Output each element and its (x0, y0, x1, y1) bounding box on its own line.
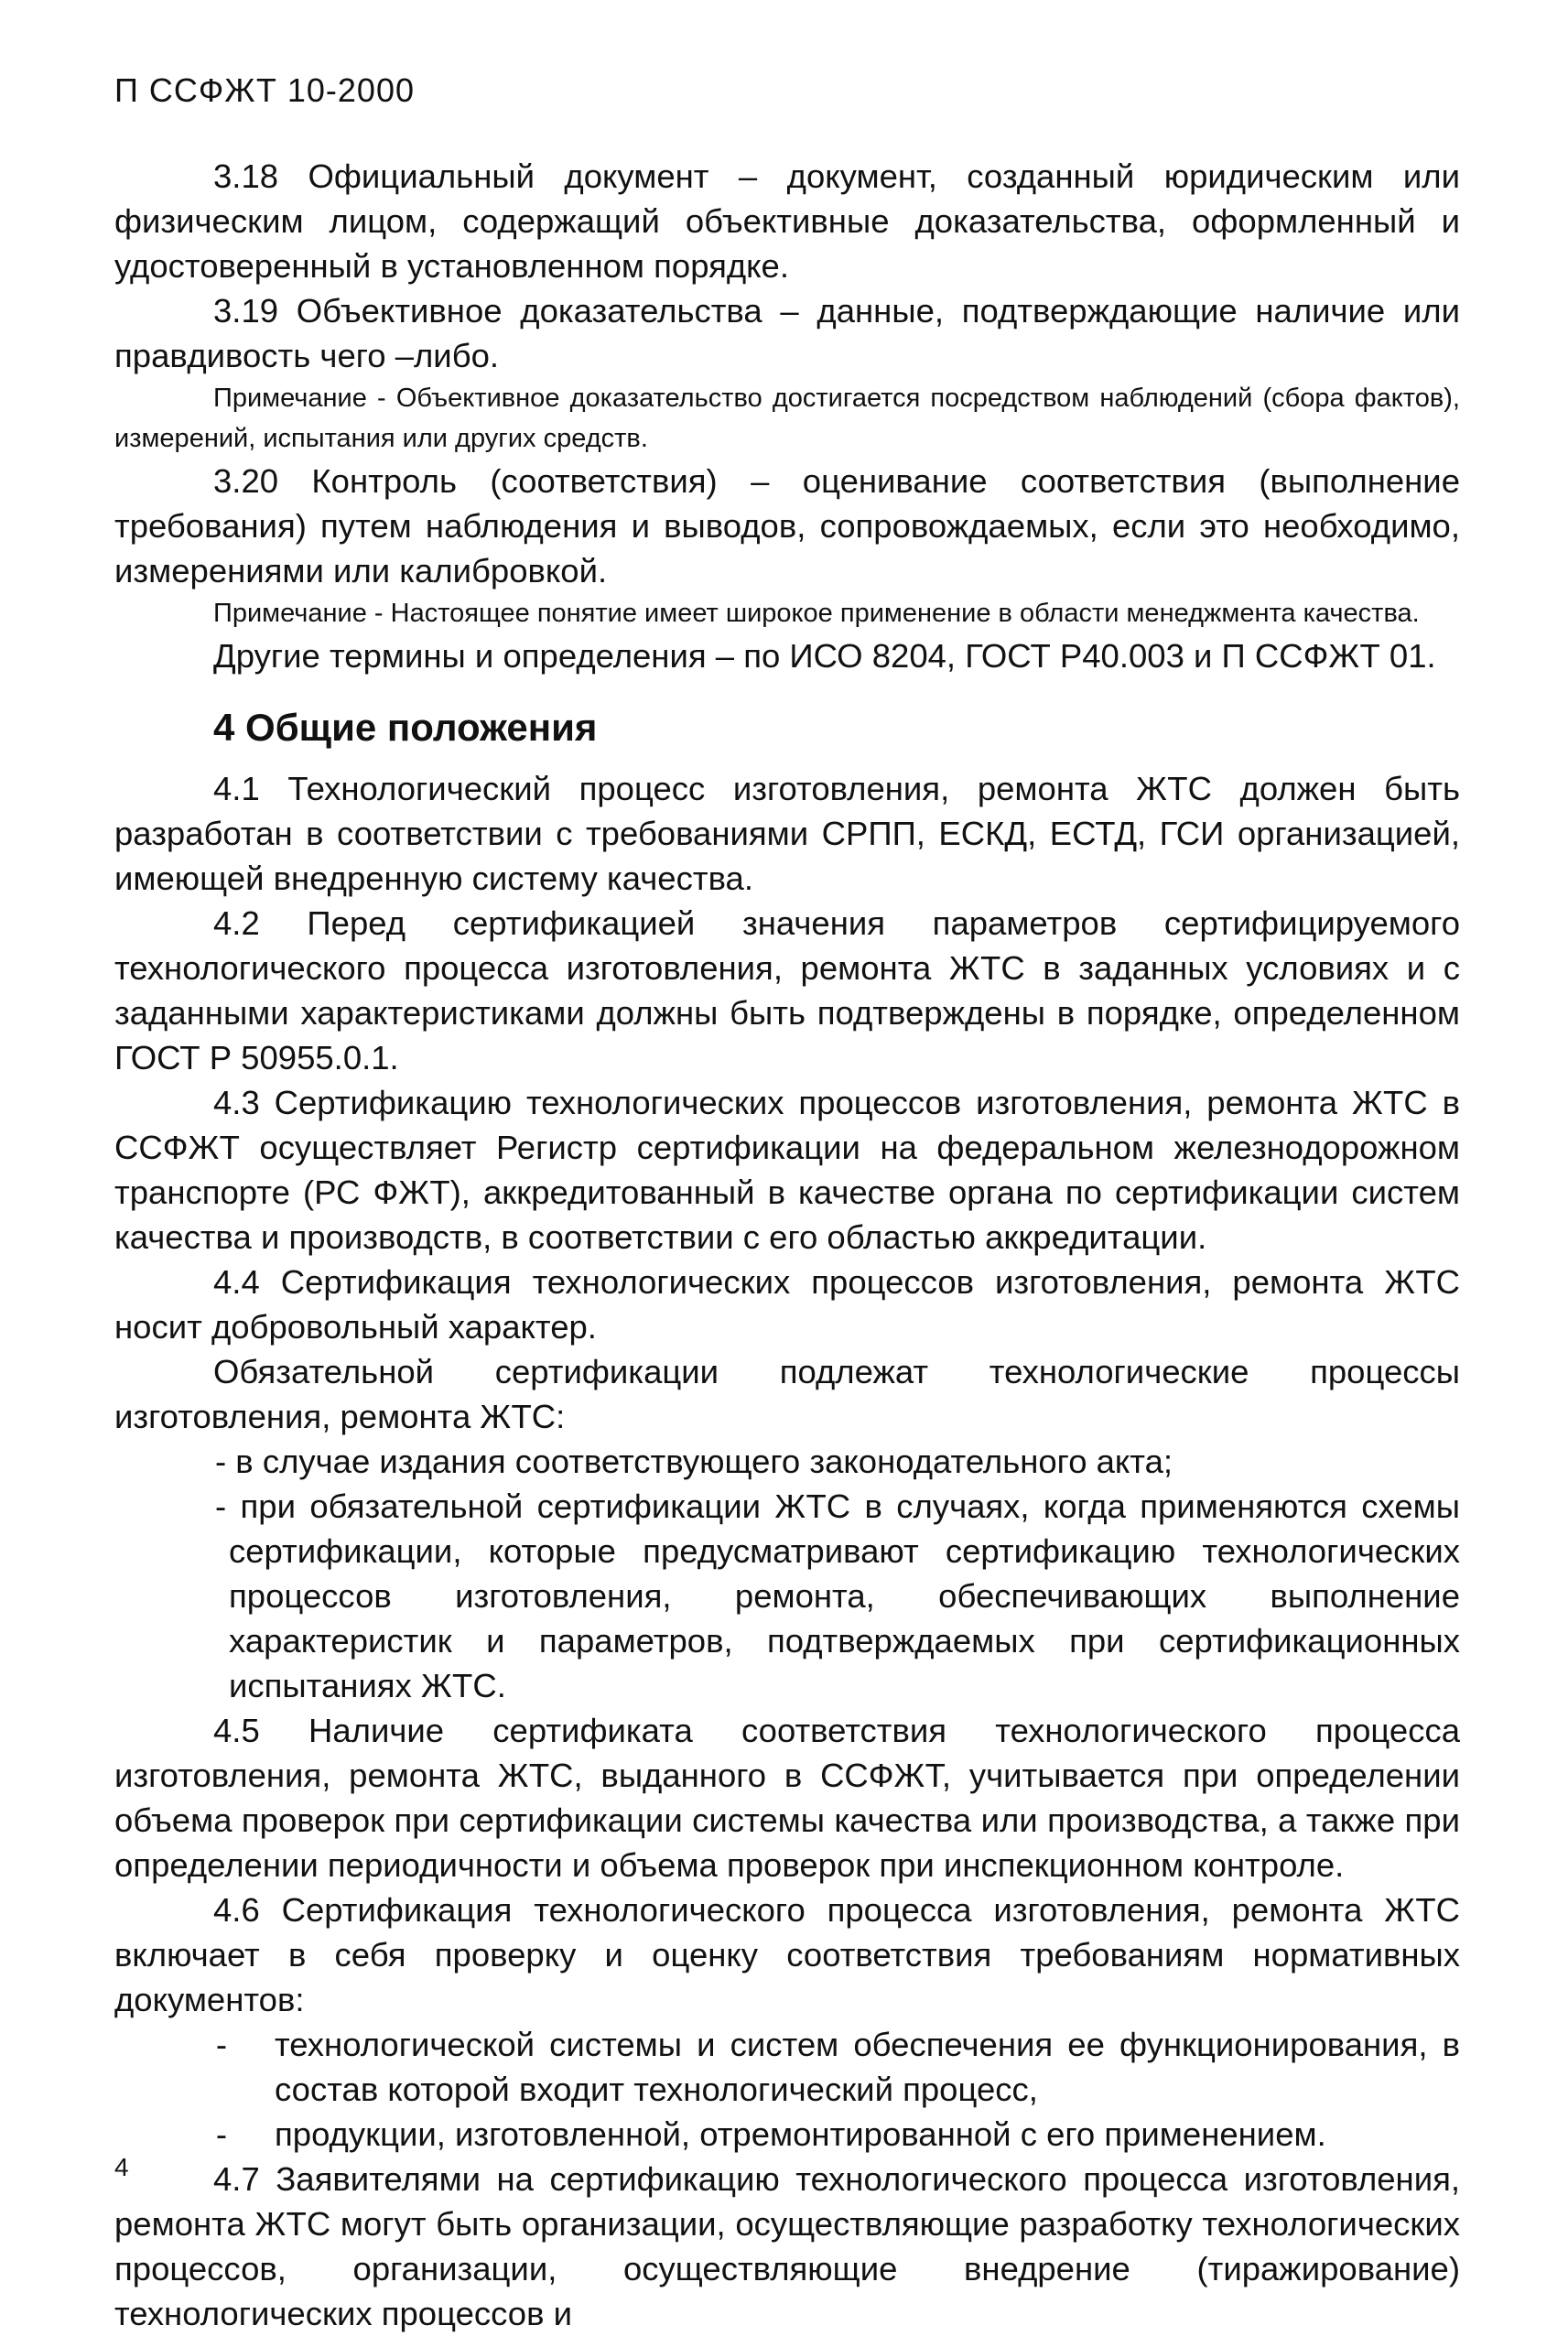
paragraph-other-terms: Другие термины и определения – по ИСО 8204, ГОСТ Р40.003 и П ССФЖТ 01. (213, 637, 1436, 675)
list-item (114, 2112, 1460, 2157)
paragraph-3-18: 3.18 Официальный документ – документ, созданный юридическим или физическим лицом, содержащий объективные доказательства, оформленный и удостоверенный в установленном порядке. (114, 157, 1460, 285)
list-item: - при обязательной сертификации ЖТС в случаях, когда применяются схемы сертификации, которые предусматривают сертификацию технологических процессов изготовления, ремонта, обеспечивающих выполнение характеристик и параметров, подтверждаемых при сертификационных испытаниях ЖТС. (215, 1487, 1460, 1704)
paragraph-4-4-mandatory: Обязательной сертификации подлежат технологические процессы изготовления, ремонта ЖТС: (114, 1353, 1460, 1435)
note-3-19: Примечание - Объективное доказательство достигается посредством наблюдений (сбора фактов), измерений, испытания или других средств. (114, 384, 1460, 453)
paragraph-4-1: 4.1 Технологический процесс изготовления, ремонта ЖТС должен быть разработан в соответствии с требованиями СРПП, ЕСКД, ЕСТД, ГСИ организацией, имеющей внедренную систему качества. (114, 770, 1460, 897)
list-dash: - (215, 2026, 227, 2063)
document-body (114, 154, 1460, 2336)
list-item-text: технологической системы и систем обеспечения ее функционирования, в состав которой входит технологический процесс, (275, 2026, 1460, 2108)
list-item: - в случае издания соответствующего законодательного акта; (215, 1443, 1173, 1480)
page-number: 4 (114, 2153, 129, 2181)
paragraph-4-3: 4.3 Сертификацию технологических процессов изготовления, ремонта ЖТС в ССФЖТ осуществляет Регистр сертификации на федеральном железнодорожном транспорте (РС ФЖТ), аккредитованный в качестве органа по сертификации систем качества и производств, в соответствии с его областью аккредитации. (114, 1084, 1460, 1256)
note-3-20: Примечание - Настоящее понятие имеет широкое применение в области менеджмента качества. (213, 599, 1420, 628)
document-code-header: П ССФЖТ 10-2000 (114, 71, 415, 109)
section-4-heading: 4 Общие положения (213, 706, 598, 749)
paragraph-4-4: 4.4 Сертификация технологических процессов изготовления, ремонта ЖТС носит добровольный характер. (114, 1263, 1460, 1346)
list-item-text: продукции, изготовленной, отремонтированной с его применением. (275, 2115, 1326, 2153)
paragraph-4-6: 4.6 Сертификация технологического процесса изготовления, ремонта ЖТС включает в себя проверку и оценку соответствия требованиям нормативных документов: (114, 1891, 1460, 2018)
paragraph-4-7: 4.7 Заявителями на сертификацию технологического процесса изготовления, ремонта ЖТС могут быть организации, осуществляющие разработку технологических процессов, организации, осуществляющие внедрение (тиражирование) технологических процессов и (114, 2160, 1460, 2332)
paragraph-3-19: 3.19 Объективное доказательства – данные, подтверждающие наличие или правдивость чего –либо. (114, 292, 1460, 374)
list-dash: - (215, 2115, 227, 2153)
list-item (114, 2022, 1460, 2112)
paragraph-3-20: 3.20 Контроль (соответствия) – оценивание соответствия (выполнение требования) путем наблюдения и выводов, сопровождаемых, если это необходимо, измерениями или калибровкой. (114, 462, 1460, 589)
paragraph-4-2: 4.2 Перед сертификацией значения параметров сертифицируемого технологического процесса изготовления, ремонта ЖТС в заданных условиях и с заданными характеристиками должны быть подтверждены в порядке, определенном ГОСТ Р 50955.0.1. (114, 904, 1460, 1076)
paragraph-4-5: 4.5 Наличие сертификата соответствия технологического процесса изготовления, ремонта ЖТС, выданного в ССФЖТ, учитывается при определении объема проверок при сертификации системы качества или производства, а также при определении периодичности и объема проверок при инспекционном контроле. (114, 1712, 1460, 1884)
